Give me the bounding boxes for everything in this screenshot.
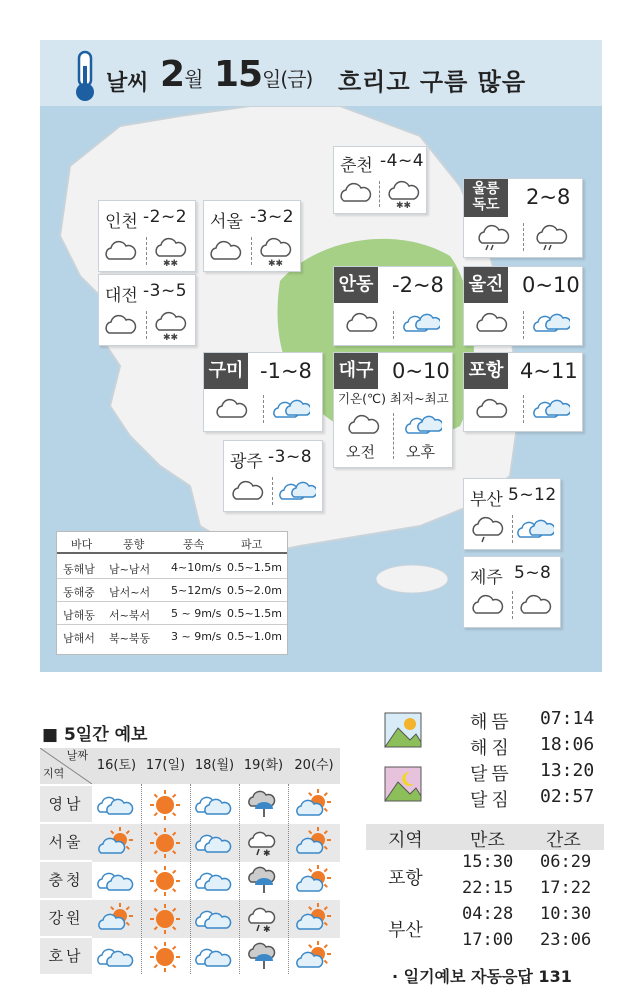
region-temp: 0~10	[522, 273, 580, 297]
cloud-snow-icon	[386, 179, 420, 209]
region-label: 강원	[40, 900, 92, 936]
cloud-rain-umbrella-icon	[249, 791, 275, 817]
thermometer-icon	[70, 50, 100, 102]
header-cell: 바다	[71, 538, 93, 551]
region-temp: 2~8	[526, 185, 571, 209]
partly-cloudy-icon	[272, 395, 310, 421]
sunrise-icon	[384, 712, 422, 748]
legend-label: 기온(℃) 최저~최고	[338, 391, 449, 406]
cloud-rain-umbrella-icon	[249, 867, 275, 893]
sunset-label: 해짐	[470, 738, 513, 759]
tide-low: 17:22	[540, 878, 592, 898]
sunrise-time: 07:14	[540, 708, 595, 729]
day-header: 16(토)	[92, 748, 142, 784]
sun-icon	[150, 866, 180, 896]
header-cell: 파고	[241, 538, 263, 551]
tide-header-region: 지역	[388, 830, 423, 851]
table-row: 남해서 북~북동 3 ~ 9m/s 0.5~1.0m	[63, 630, 282, 645]
partly-cloudy-icon	[196, 911, 231, 928]
day-header: 20(수)	[288, 748, 341, 784]
region-box-incheon	[98, 200, 196, 272]
cloud-icon	[346, 413, 382, 437]
moonrise-label: 달뜸	[470, 764, 513, 785]
cloud-snow-rain-icon	[249, 908, 275, 935]
region-box-daejeon	[98, 274, 196, 346]
moonset-label: 달짐	[470, 790, 513, 811]
region-label: 충청	[40, 862, 92, 898]
divider	[393, 413, 394, 459]
svg-text:✱✱: ✱✱	[163, 259, 179, 268]
partly-cloudy-icon	[98, 873, 133, 890]
partly-cloudy-icon	[98, 797, 133, 814]
tide-header-high: 만조	[470, 830, 505, 851]
tide-region: 포항	[388, 868, 423, 889]
divider	[523, 311, 524, 339]
header-cell: 풍속	[183, 538, 205, 551]
partly-cloudy-icon	[98, 949, 133, 966]
sunset-time: 18:06	[540, 734, 595, 755]
divider	[146, 237, 147, 265]
region-temp: 4~11	[520, 359, 578, 383]
partly-cloudy-icon	[532, 309, 570, 335]
legend-pm: 오후	[406, 443, 435, 461]
divider	[379, 181, 380, 207]
partly-cloudy-icon	[404, 411, 442, 437]
cloud-icon	[103, 313, 137, 335]
divider	[512, 591, 513, 619]
divider	[272, 477, 273, 505]
header-prefix: 날씨	[106, 71, 149, 96]
svg-text:✱: ✱	[263, 925, 271, 935]
sun-cloud-icon	[297, 827, 331, 853]
sun-icon	[150, 828, 180, 858]
region-name: 인천	[105, 212, 138, 232]
region-box-daegu-legend	[333, 352, 453, 468]
five-day-icons	[40, 748, 340, 974]
region-temp: 5~8	[514, 563, 552, 583]
cloud-rain-icon	[470, 515, 504, 543]
tide-low: 06:29	[540, 852, 592, 872]
region-name: 서울	[210, 212, 243, 232]
cloud-icon	[214, 397, 250, 421]
region-name: 제주	[470, 568, 503, 588]
partly-cloudy-icon	[402, 309, 440, 335]
region-box-busan	[463, 478, 561, 550]
divider	[523, 395, 524, 423]
sun-icon	[150, 942, 180, 972]
cloud-icon	[344, 311, 380, 335]
svg-text:✱: ✱	[263, 849, 271, 859]
moonrise-icon	[384, 766, 422, 802]
region-name: 부산	[470, 490, 503, 510]
cloud-rain-icon	[476, 223, 512, 251]
region-box-pohang	[463, 352, 583, 432]
moonset-time: 02:57	[540, 786, 595, 807]
divider	[512, 515, 513, 543]
region-name: 구미	[204, 353, 248, 389]
day-header: 19(화)	[239, 748, 289, 784]
partly-cloudy-icon	[532, 395, 570, 421]
cloud-snow-rain-icon	[249, 832, 275, 859]
region-box-andong	[333, 266, 453, 346]
ars-info: · 일기예보 자동응답 131	[392, 967, 572, 986]
cloud-rain-icon	[534, 223, 570, 251]
region-name: 광주	[230, 452, 263, 472]
tide-header-low: 간조	[546, 830, 581, 851]
partly-cloudy-icon	[516, 515, 554, 541]
sun-cloud-icon	[297, 789, 331, 815]
region-name: 대구	[334, 353, 378, 389]
region-temp: -2~2	[143, 207, 188, 227]
region-temp: -2~8	[392, 273, 444, 297]
region-temp: -3~2	[250, 207, 295, 227]
tide-high: 17:00	[462, 930, 514, 950]
cloud-snow-icon	[258, 236, 292, 268]
cloud-icon	[230, 479, 264, 501]
region-label: 호남	[40, 938, 92, 974]
region-name: 대전	[105, 286, 138, 306]
sea-conditions-table	[56, 531, 288, 655]
five-day-title: ■ 5일간 예보	[42, 725, 148, 745]
cloud-icon	[474, 311, 510, 335]
partly-cloudy-icon	[196, 797, 231, 814]
tide-low: 10:30	[540, 904, 592, 924]
region-box-jeju	[463, 556, 561, 628]
cloud-icon	[470, 593, 504, 615]
region-name: 울진	[464, 267, 508, 303]
moonrise-time: 13:20	[540, 760, 595, 781]
region-temp: 5~12	[508, 485, 557, 505]
region-box-gumi	[203, 352, 323, 432]
region-temp: -4~4	[380, 151, 425, 171]
table-row: 동해중 남서~서 5~12m/s 0.5~2.0m	[57, 579, 287, 602]
partly-cloudy-icon	[196, 835, 231, 852]
partly-cloudy-icon	[196, 873, 231, 890]
region-box-gwangju	[223, 440, 323, 512]
corner-cell: 날짜 지역	[40, 748, 93, 784]
divider	[263, 395, 264, 423]
day-header: 17(일)	[141, 748, 191, 784]
region-temp: -3~5	[143, 281, 188, 301]
region-box-uljin	[463, 266, 583, 346]
cloud-icon	[474, 397, 510, 421]
partly-cloudy-icon	[278, 477, 316, 503]
region-name: 울릉 독도	[464, 179, 508, 217]
region-name: 안동	[334, 267, 378, 303]
sun-icon	[150, 790, 180, 820]
table-row: 동해남 남~남서 4~10m/s 0.5~1.5m	[57, 556, 287, 579]
tide-region: 부산	[388, 920, 423, 941]
legend-am: 오전	[346, 443, 375, 461]
region-temp: 0~10	[392, 359, 450, 383]
cloud-icon	[103, 239, 137, 261]
tide-low: 23:06	[540, 930, 592, 950]
header-date: 2월 15일(금)	[160, 54, 313, 95]
divider	[146, 311, 147, 339]
cloud-rain-umbrella-icon	[249, 943, 275, 969]
header-summary: 흐리고 구름 많음	[338, 68, 526, 96]
cloud-snow-icon	[153, 310, 187, 342]
svg-text:✱✱: ✱✱	[163, 333, 179, 342]
tide-high: 22:15	[462, 878, 514, 898]
cloud-icon	[518, 593, 552, 615]
header-cell: 풍향	[123, 538, 145, 551]
five-day-grid	[40, 748, 340, 974]
sun-cloud-icon	[297, 903, 331, 929]
sun-cloud-icon	[297, 941, 331, 967]
sun-cloud-icon	[297, 865, 331, 891]
region-temp: -1~8	[260, 359, 312, 383]
divider	[393, 311, 394, 339]
day-header: 18(월)	[190, 748, 240, 784]
divider	[251, 237, 252, 265]
sun-cloud-icon	[99, 827, 133, 853]
cloud-snow-icon	[153, 236, 187, 268]
sun-cloud-icon	[99, 903, 133, 929]
sunrise-label: 해뜸	[470, 712, 513, 733]
partly-cloudy-icon	[196, 949, 231, 966]
sun-icon	[150, 904, 180, 934]
region-box-chuncheon	[333, 146, 427, 214]
table-header	[57, 532, 287, 554]
table-row: 남해동 서~북서 5 ~ 9m/s 0.5~1.5m	[57, 602, 287, 625]
svg-text:✱✱: ✱✱	[396, 201, 412, 209]
tide-high: 15:30	[462, 852, 514, 872]
cloud-icon	[208, 239, 242, 261]
region-name: 춘천	[340, 156, 373, 176]
region-box-ulleung	[463, 178, 583, 258]
region-name: 포항	[464, 353, 508, 389]
region-temp: -3~8	[268, 447, 313, 467]
cloud-icon	[338, 181, 372, 203]
tide-high: 04:28	[462, 904, 514, 924]
divider	[523, 223, 524, 251]
svg-text:✱✱: ✱✱	[268, 259, 284, 268]
region-box-seoul	[203, 200, 301, 272]
region-label: 서울	[40, 824, 92, 860]
region-label: 영남	[40, 786, 92, 822]
